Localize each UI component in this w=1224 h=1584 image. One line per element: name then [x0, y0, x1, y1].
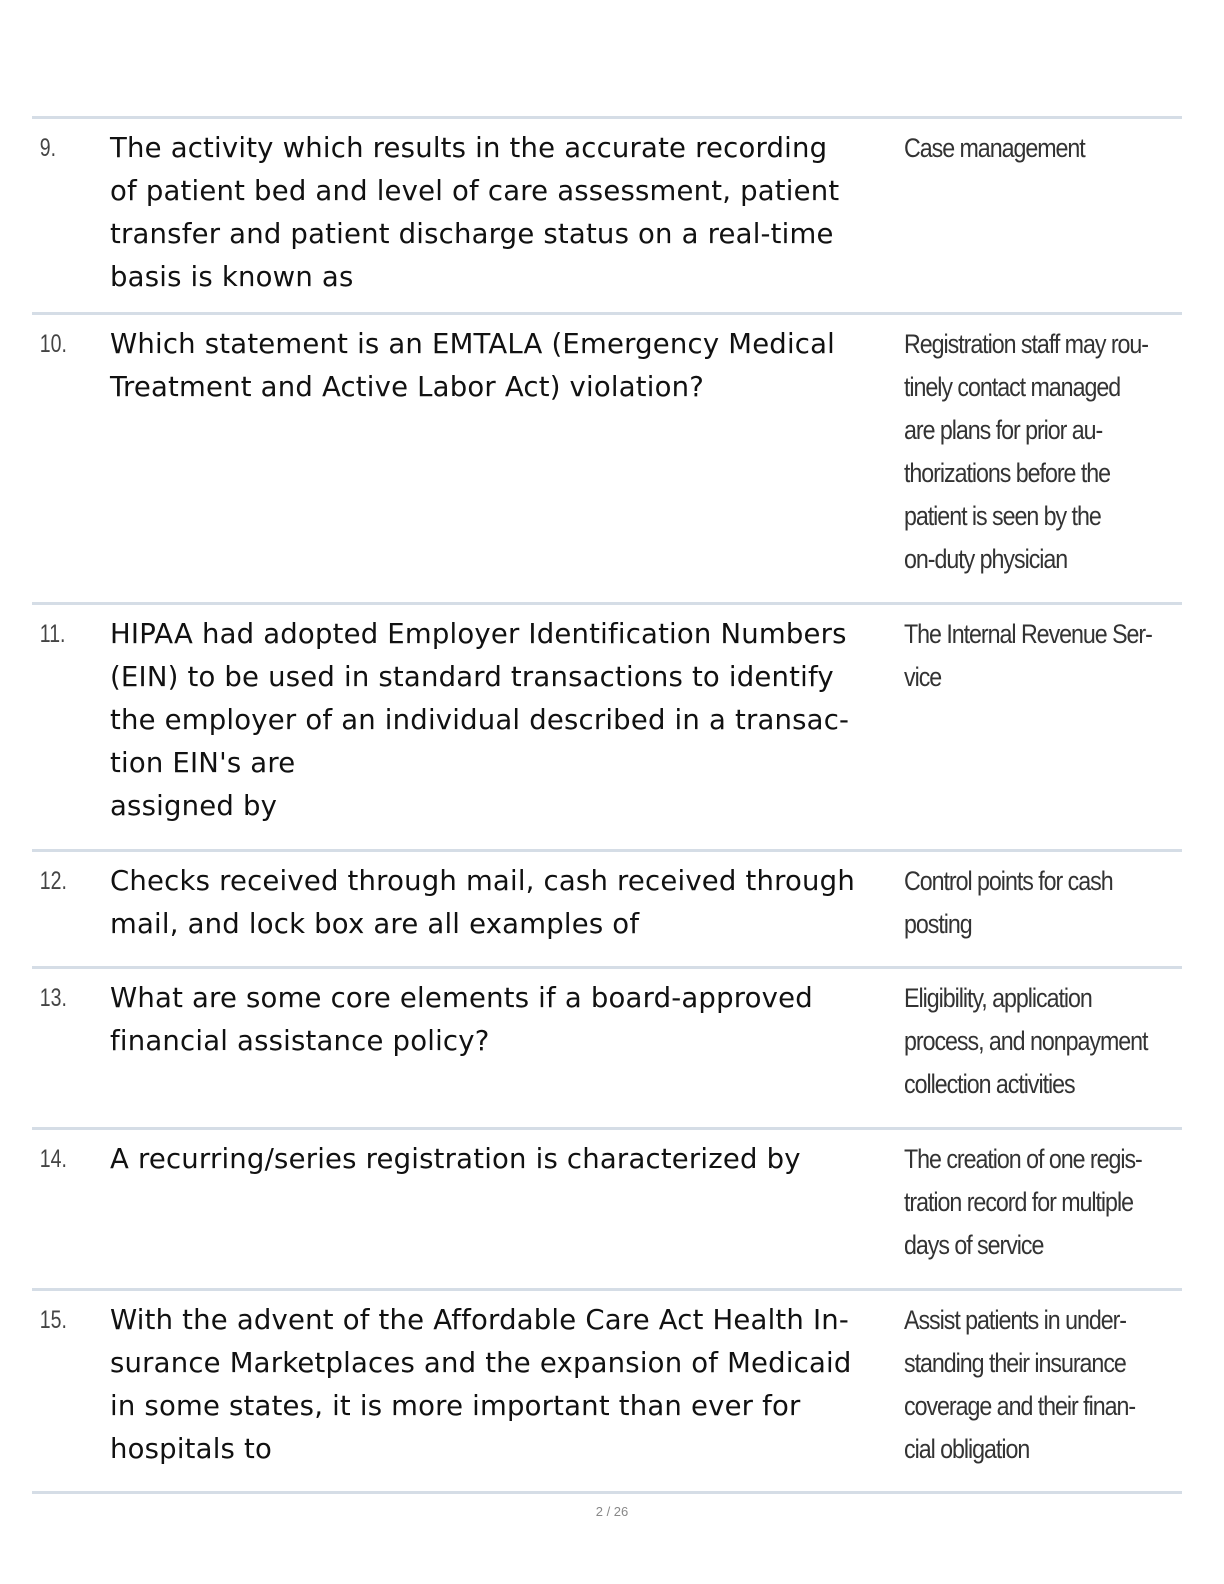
answer-line: Case management: [904, 133, 1085, 163]
answer-line: Registration staff may rou-: [904, 329, 1149, 359]
answer-line: tinely contact managed: [904, 372, 1121, 402]
answer-line: tration record for multiple: [904, 1187, 1133, 1217]
question-number: 15.: [39, 1306, 67, 1334]
answer-text: [904, 977, 1182, 1127]
answer-text: [904, 1138, 1182, 1288]
answer-text: [904, 1299, 1182, 1491]
question-text: Which statement is an EMTALA (Emergency Medical Treatment and Active Labor Act) violation?: [110, 328, 836, 403]
question-number: 11.: [39, 620, 66, 648]
question-text: The activity which results in the accurate recording of patient bed and level of care assessment, patient transfer and patient discharge status on a real-time basis is known as: [110, 132, 840, 293]
table-row: [32, 1130, 1182, 1291]
question-text: HIPAA had adopted Employer Identification Numbers (EIN) to be used in standard transactions to identify the employer of an individual described in a transac- tion EIN's are assigned by: [110, 618, 850, 822]
answer-line: are plans for prior au-: [904, 415, 1103, 445]
answer-line: Assist patients in under-: [904, 1305, 1127, 1335]
question-number: 12.: [39, 867, 67, 895]
question-number: 9.: [39, 134, 57, 162]
answer-line: days of service: [904, 1230, 1044, 1260]
answer-line: patient is seen by the: [904, 501, 1101, 531]
answer-line: Control points for cash: [904, 866, 1113, 896]
page-number: 2 / 26: [595, 1504, 629, 1519]
question-text: Checks received through mail, cash received through mail, and lock box are all examples of: [110, 865, 855, 940]
table-row: [32, 852, 1182, 969]
question-text: What are some core elements if a board-approved financial assistance policy?: [110, 982, 813, 1057]
answer-line: vice: [904, 662, 942, 692]
question-text: A recurring/series registration is characterized by: [110, 1143, 801, 1175]
question-text: With the advent of the Affordable Care Act Health In- surance Marketplaces and the expansion of Medicaid in some states, it is more important than ever for hospitals to: [110, 1304, 852, 1465]
answer-line: The creation of one regis-: [904, 1144, 1142, 1174]
table-row: [32, 1291, 1182, 1494]
answer-text: [904, 127, 1182, 312]
question-number: 10.: [39, 330, 67, 358]
table-row: [32, 605, 1182, 852]
answer-line: posting: [904, 909, 972, 939]
answer-line: Eligibility, application: [904, 983, 1092, 1013]
answer-line: thorizations before the: [904, 458, 1111, 488]
question-number: 13.: [39, 984, 67, 1012]
answer-text: [904, 613, 1182, 849]
answer-line: on-duty physician: [904, 544, 1068, 574]
answer-line: The Internal Revenue Ser-: [904, 619, 1152, 649]
answer-line: collection activities: [904, 1069, 1075, 1099]
question-number: 14.: [39, 1145, 67, 1173]
answer-text: [904, 860, 1182, 966]
answer-text: [904, 323, 1182, 602]
answer-line: standing their insurance: [904, 1348, 1126, 1378]
answer-line: process, and nonpayment: [904, 1026, 1148, 1056]
question-answer-table: [32, 116, 1182, 1494]
answer-line: cial obligation: [904, 1434, 1030, 1464]
table-row: [32, 969, 1182, 1130]
answer-line: coverage and their finan-: [904, 1391, 1136, 1421]
table-row: [32, 119, 1182, 315]
table-row: [32, 315, 1182, 605]
